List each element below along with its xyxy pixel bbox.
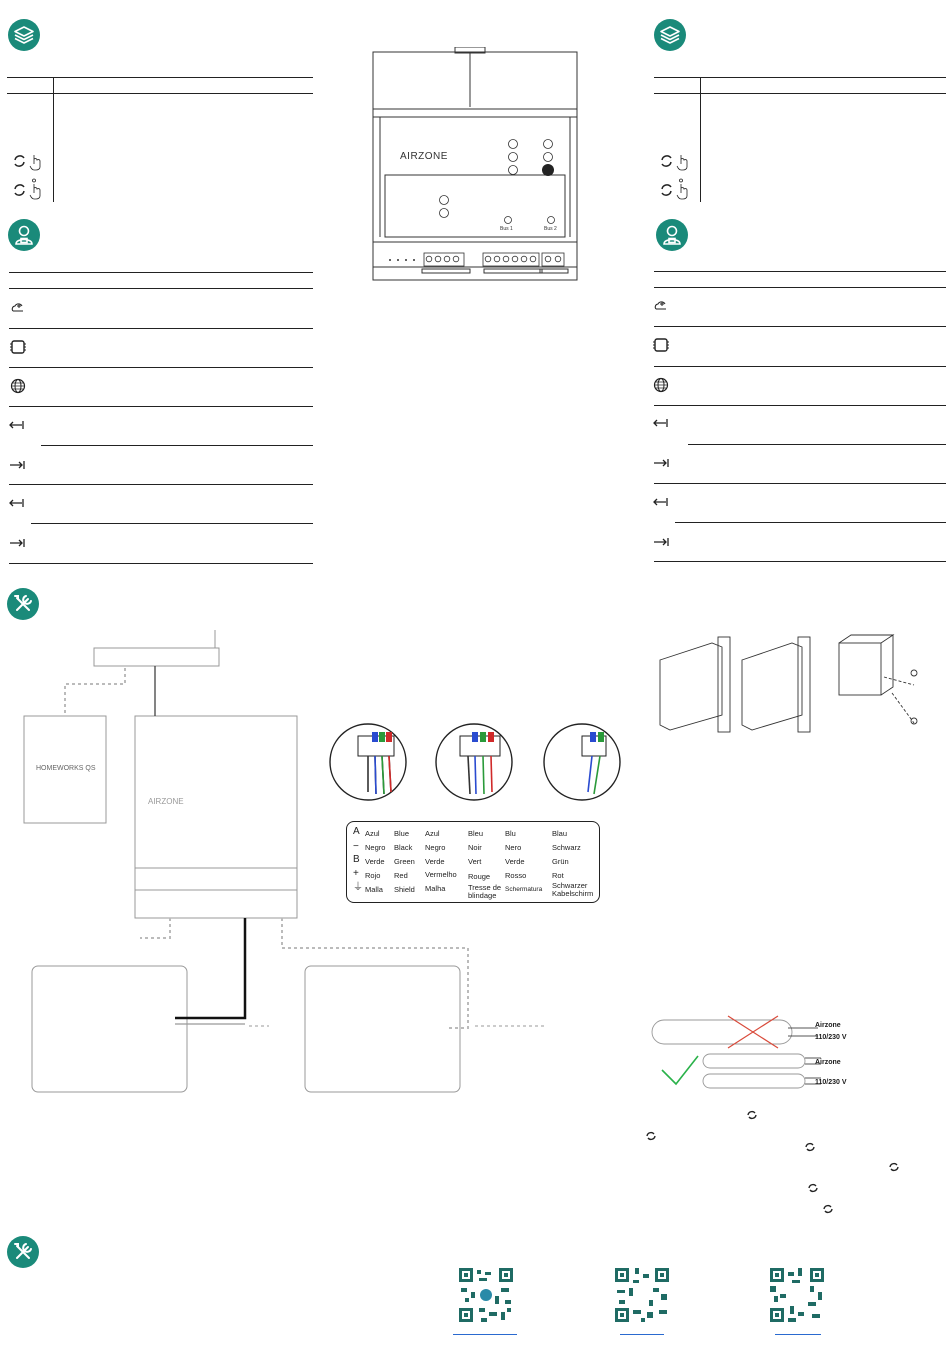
sync-icon <box>807 1182 819 1194</box>
cloud-icon-right <box>652 296 670 314</box>
output-arrow-icon-2 <box>8 534 26 552</box>
legend-symbol-a: A <box>353 826 360 837</box>
legend-cell: Blau <box>552 829 568 838</box>
input-arrow-icon-2 <box>8 494 26 512</box>
legend-cell: Verde <box>505 857 525 866</box>
legend-cell: Azul <box>425 829 440 838</box>
bus2-port-label: Bus 2 <box>544 226 557 232</box>
legend-cell: Shield <box>394 885 415 894</box>
user-section-icon-right <box>656 219 688 251</box>
homeworks-label: HOMEWORKS QS <box>36 765 96 772</box>
cloud-icon <box>9 298 27 316</box>
table1-right-column-rule <box>700 77 701 202</box>
table2-row6-rule <box>31 523 313 524</box>
globe-icon <box>9 377 27 395</box>
legend-cell: Green <box>394 857 415 866</box>
device-brand-label: AIRZONE <box>400 151 448 162</box>
connector-closeup-1 <box>328 722 408 802</box>
globe-icon-right <box>652 376 670 394</box>
output-arrow-icon-right-2 <box>652 533 670 551</box>
output-arrow-icon <box>8 456 26 474</box>
legend-cell: Red <box>394 871 408 880</box>
table2-bottom-rule <box>9 563 313 564</box>
qr-link-1[interactable] <box>453 1334 517 1335</box>
table2-right-row4-rule <box>688 444 946 445</box>
legend-cell: Negro <box>425 843 446 852</box>
table2-right-top-rule <box>654 271 946 272</box>
table2-row3-rule <box>9 406 313 407</box>
sync-hand-icon-right-2 <box>659 178 693 200</box>
table2-right-row6-rule <box>675 522 946 523</box>
qr-link-2[interactable] <box>620 1334 664 1335</box>
table1-right-header-rule <box>654 93 946 94</box>
legend-cell: Vermelho <box>425 870 457 879</box>
sync-icon <box>746 1109 758 1121</box>
legend-cell: Verde <box>365 857 385 866</box>
legend-cell: Rosso <box>505 871 527 880</box>
legend-cell: Malla <box>365 885 383 894</box>
tools-section-icon <box>7 588 39 620</box>
legend-cell: Blue <box>394 829 410 838</box>
table2-right-header-rule <box>654 287 946 288</box>
legend-cell: Rot <box>552 871 564 880</box>
qr-code-2[interactable] <box>613 1266 671 1324</box>
legend-cell: Schwarz <box>552 843 581 852</box>
legend-cell: Blu <box>505 829 516 838</box>
legend-cell: Azul <box>365 829 380 838</box>
legend-cell: Bleu <box>468 829 484 838</box>
chip-icon <box>9 338 27 356</box>
input-arrow-icon <box>8 416 26 434</box>
chip-icon-right <box>652 336 670 354</box>
legend-cell: Grün <box>552 857 569 866</box>
table2-right-row3-rule <box>654 405 946 406</box>
legend-cell: Noir <box>468 843 482 852</box>
table2-right-row2-rule <box>654 366 946 367</box>
cable-check-row1-label: Airzone <box>815 1022 841 1029</box>
legend-cell: Rojo <box>365 871 381 880</box>
layers-section-icon-right <box>654 19 686 51</box>
table2-right-row1-rule <box>654 326 946 327</box>
cable-check-row2-label: Airzone <box>815 1059 841 1066</box>
layers-section-icon <box>8 19 40 51</box>
legend-cell: Schwarzer Kabelschirm <box>552 881 594 898</box>
user-section-icon <box>8 219 40 251</box>
mounting-illustration <box>652 625 932 740</box>
tools-section-icon-bottom <box>7 1236 39 1268</box>
table2-row5-rule <box>9 484 313 485</box>
sync-icon <box>804 1141 816 1153</box>
diagram-device-brand: AIRZONE <box>148 797 184 806</box>
cable-check-row2-voltage: 110/230 V <box>815 1079 847 1086</box>
legend-symbol-minus: − <box>353 841 359 852</box>
output-arrow-icon-right <box>652 454 670 472</box>
legend-symbol-plus: + <box>353 868 359 879</box>
qr-code-3[interactable] <box>768 1266 826 1324</box>
legend-cell: Black <box>394 843 413 852</box>
table2-top-rule <box>9 272 313 273</box>
wire-color-legend <box>346 821 600 903</box>
table2-row1-rule <box>9 328 313 329</box>
connector-closeup-2 <box>434 722 514 802</box>
legend-cell: Verde <box>425 857 445 866</box>
table1-right-top-rule <box>654 77 946 78</box>
legend-cell: Negro <box>365 843 386 852</box>
device-front-view <box>370 47 580 287</box>
sync-icon <box>822 1203 834 1215</box>
table2-right-row5-rule <box>654 483 946 484</box>
legend-cell: Tresse de blindage <box>468 883 502 900</box>
table2-row2-rule <box>9 367 313 368</box>
table2-right-bottom-rule <box>654 561 946 562</box>
legend-symbol-b: B <box>353 854 360 865</box>
sync-icon <box>645 1130 657 1142</box>
sync-hand-icon-right-1 <box>659 151 693 171</box>
legend-cell: Vert <box>468 857 482 866</box>
legend-cell: Rouge <box>468 872 491 881</box>
qr-code-1[interactable] <box>457 1266 515 1324</box>
cable-check-row1-voltage: 110/230 V <box>815 1034 847 1041</box>
input-arrow-icon-right <box>652 414 670 432</box>
sync-hand-icon-2 <box>12 178 46 200</box>
legend-symbol-ground: ⏚ <box>353 882 363 893</box>
bus1-port-label: Bus 1 <box>500 226 513 232</box>
legend-cell: Malha <box>425 884 446 893</box>
table1-column-rule <box>53 77 54 202</box>
table2-header-rule <box>9 288 313 289</box>
sync-icon <box>888 1161 900 1173</box>
table2-row4-rule <box>41 445 313 446</box>
connector-closeup-3 <box>542 722 622 802</box>
legend-cell: Schermatura <box>505 886 543 893</box>
qr-link-3[interactable] <box>775 1334 821 1335</box>
legend-cell: Nero <box>505 843 522 852</box>
input-arrow-icon-right-2 <box>652 493 670 511</box>
sync-hand-icon-1 <box>12 151 46 171</box>
